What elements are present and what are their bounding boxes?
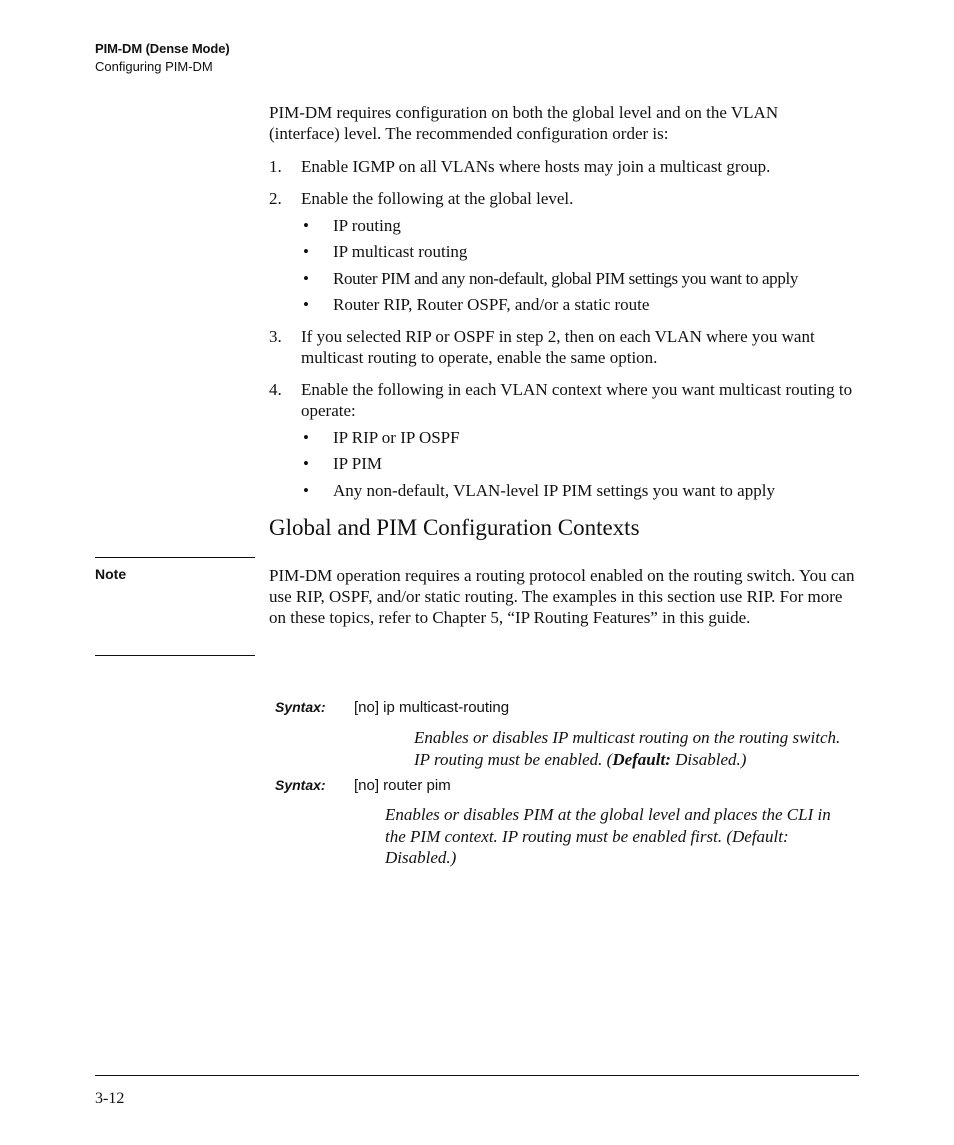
syntax-description: Enables or disables IP multicast routing on the routing switch. IP routing must be enabled. (Default: Disabled.) [414, 728, 841, 769]
intro-paragraph: PIM-DM requires configuration on both the global level and on the VLAN (interface) level. The recommended configuration order is: [269, 103, 779, 143]
syntax-command: [no] ip multicast-routing [354, 699, 510, 716]
note-label: Note [95, 566, 127, 582]
syntax-command: [no] router pim [354, 777, 451, 794]
bullet-item: IP multicast routing [333, 242, 468, 261]
bullet-marker: • [303, 295, 309, 314]
bullet-item: Any non-default, VLAN-level IP PIM settings you want to apply [333, 481, 775, 500]
step-number: 4. [269, 380, 282, 399]
step-number: 1. [269, 157, 282, 176]
bullet-marker: • [303, 428, 309, 447]
bullet-marker: • [303, 242, 309, 261]
step-number: 2. [269, 189, 282, 208]
bullet-marker: • [303, 269, 309, 288]
bullet-marker: • [303, 216, 309, 235]
step-text: If you selected RIP or OSPF in step 2, then on each VLAN where you want multicast routing to operate, enable the same option. [301, 327, 815, 367]
syntax-label: Syntax: [275, 777, 326, 793]
page-number: 3-12 [95, 1090, 125, 1107]
note-text: PIM-DM operation requires a routing protocol enabled on the routing switch. You can use RIP, OSPF, and/or static routing. The examples in this section use RIP. For more on these topics, refer to Chapter 5, “IP Routing Features” in this guide. [269, 566, 855, 627]
bullet-marker: • [303, 481, 309, 500]
bullet-item: Router RIP, Router OSPF, and/or a static route [333, 295, 650, 314]
footer-rule [95, 1075, 859, 1076]
syntax-label: Syntax: [275, 699, 326, 715]
bullet-item: IP RIP or IP OSPF [333, 428, 460, 447]
bullet-item: IP routing [333, 216, 401, 235]
note-top-rule [95, 557, 255, 558]
bullet-item: IP PIM [333, 454, 382, 473]
section-heading: Global and PIM Configuration Contexts [269, 515, 640, 540]
step-text: Enable IGMP on all VLANs where hosts may join a multicast group. [301, 157, 771, 176]
bullet-marker: • [303, 454, 309, 473]
running-header-section: Configuring PIM-DM [95, 59, 213, 74]
syntax-description: Enables or disables PIM at the global level and places the CLI in the PIM context. IP routing must be enabled first. (Default: Disabled.) [385, 805, 831, 867]
step-text: Enable the following at the global level. [301, 189, 574, 208]
step-text: Enable the following in each VLAN context where you want multicast routing to operate: [301, 380, 853, 420]
step-number: 3. [269, 327, 282, 346]
bullet-item: Router PIM and any non-default, global PIM settings you want to apply [333, 269, 799, 288]
note-bottom-rule [95, 655, 255, 656]
running-header-chapter: PIM-DM (Dense Mode) [95, 41, 230, 56]
default-label: Default: [612, 749, 671, 769]
